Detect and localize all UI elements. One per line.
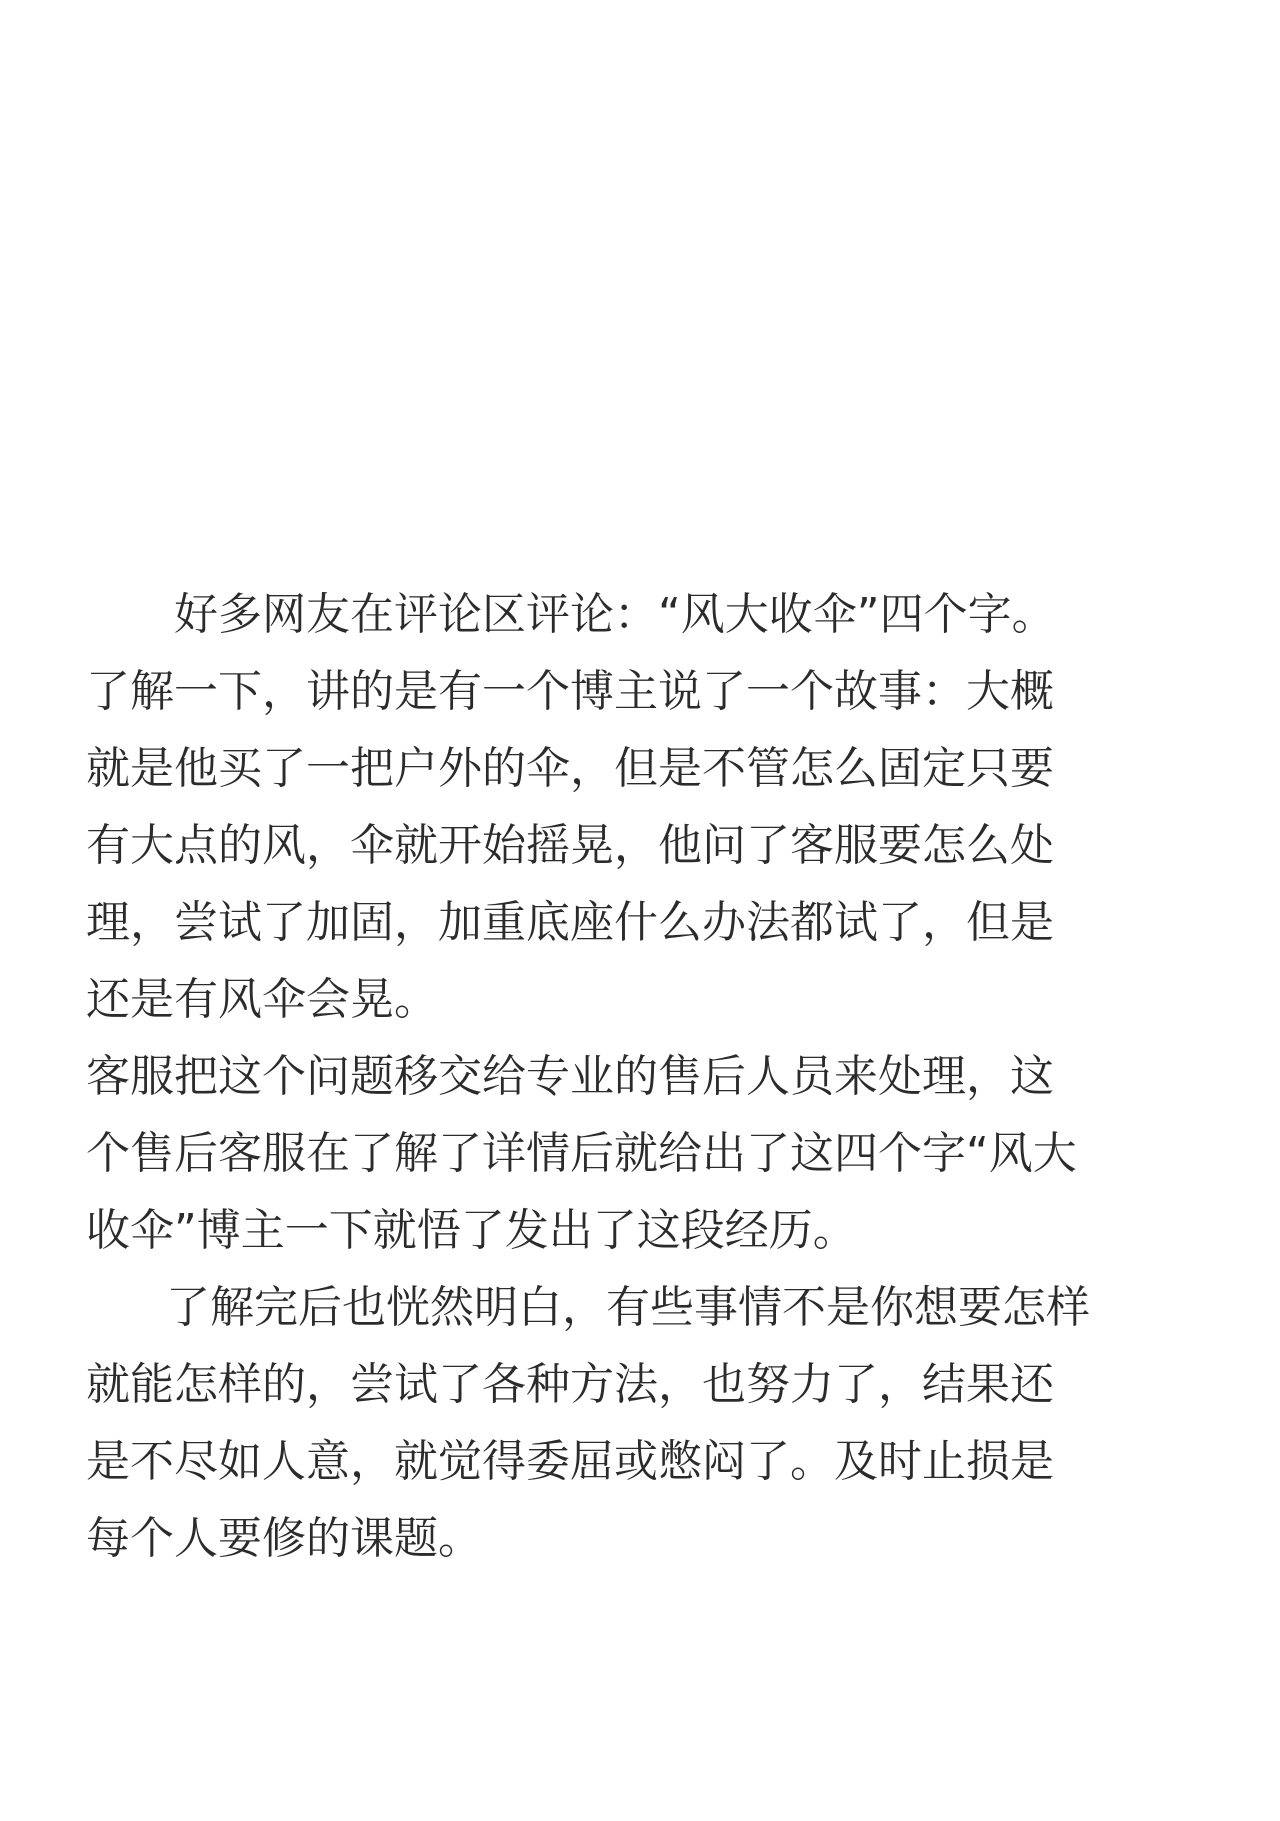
text-line-8: 个售后客服在了解了详情后就给出了这四个字“风大 <box>86 1128 1077 1179</box>
text-line-13: 每个人要修的课题。 <box>86 1513 482 1564</box>
text-line-1: 好多网友在评论区评论：“风大收伞”四个字。 <box>174 589 1056 640</box>
article-text <box>86 576 1196 1577</box>
text-line-4: 有大点的风，伞就开始摇晃，他问了客服要怎么处 <box>86 820 1054 871</box>
text-line-6: 还是有风伞会晃。 <box>86 974 438 1025</box>
text-line-11: 就能怎样的，尝试了各种方法，也努力了，结果还 <box>86 1359 1054 1410</box>
text-line-9: 收伞”博主一下就悟了发出了这段经历。 <box>86 1205 857 1256</box>
text-line-7: 客服把这个问题移交给专业的售后人员来处理，这 <box>86 1051 1054 1102</box>
text-line-3: 就是他买了一把户外的伞，但是不管怎么固定只要 <box>86 743 1054 794</box>
text-line-10: 了解完后也恍然明白，有些事情不是你想要怎样 <box>166 1282 1090 1333</box>
text-line-5: 理，尝试了加固，加重底座什么办法都试了，但是 <box>86 897 1054 948</box>
text-line-12: 是不尽如人意，就觉得委屈或憋闷了。及时止损是 <box>86 1436 1054 1487</box>
text-line-2: 了解一下，讲的是有一个博主说了一个故事：大概 <box>86 666 1054 717</box>
